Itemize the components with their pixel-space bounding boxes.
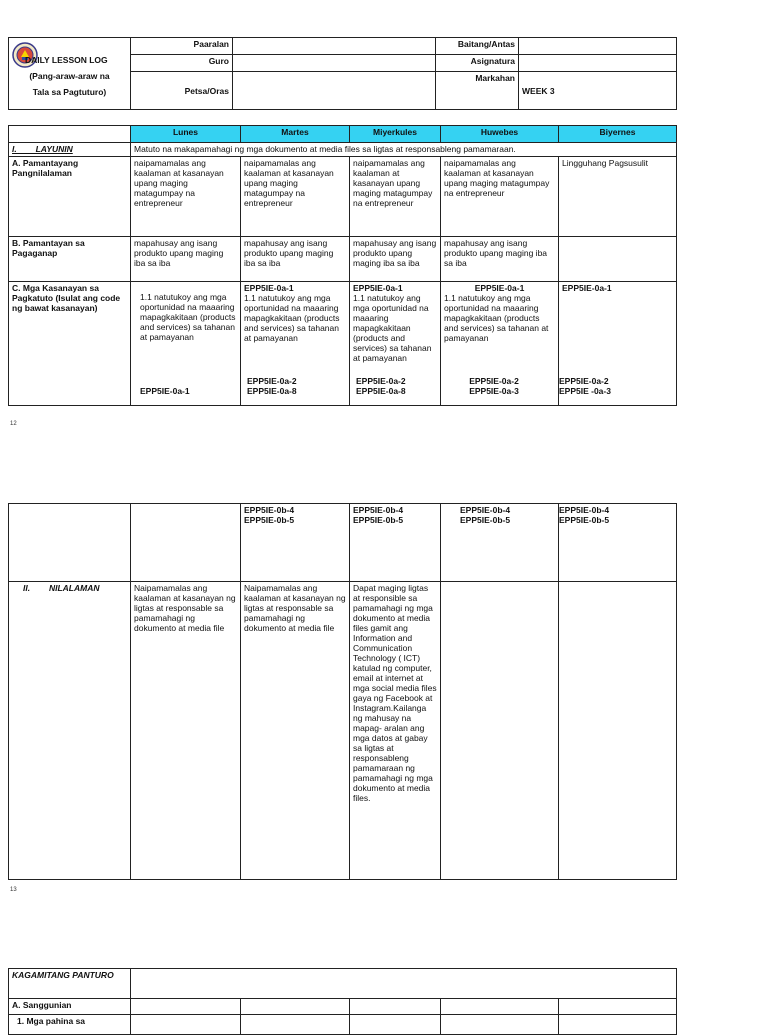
c-top-code-martes: EPP5IE-0a-1 — [244, 283, 294, 293]
b-cell-huwebes: mapahusay ang isang produkto upang maging iba sa iba — [441, 237, 559, 282]
header-title-cell — [9, 38, 131, 110]
day-header-lunes: Lunes — [131, 126, 241, 143]
a-cell-martes: naipamamalas ang kaalaman at kasanayan upang maging matagumpay na entrepreneur — [241, 157, 350, 237]
baitang-label: Baitang/Antas — [436, 38, 519, 55]
code-b4-biyernes: EPP5IE-0b-4 — [559, 505, 610, 515]
codes-label-cell — [9, 504, 131, 582]
mga-pahina-label: 1. Mga pahina sa — [9, 1015, 131, 1035]
day-header-biyernes: Biyernes — [559, 126, 677, 143]
nilalaman-table — [8, 503, 677, 880]
day-header-miyerkules: Miyerkules — [350, 126, 441, 143]
c-code-biyernes-1: EPP5IE-0a-2 — [559, 376, 609, 386]
c-top-code-biyernes: EPP5IE-0a-1 — [562, 283, 612, 293]
c-code-miyerkules-2: EPP5IE-0a-8 — [356, 386, 406, 396]
pahina-biyernes — [559, 1015, 677, 1035]
layunin-label: I. LAYUNIN — [9, 143, 131, 157]
c-top-code-huwebes: EPP5IE-0a-1 — [474, 283, 525, 293]
c-code-huwebes-2: EPP5IE-0a-3 — [469, 386, 519, 396]
week-value: WEEK 3 — [519, 72, 677, 110]
nilalaman-cell-biyernes — [559, 582, 677, 880]
code-b5-martes: EPP5IE-0b-5 — [244, 515, 295, 525]
pamantayang-pangnilalaman-label: A. Pamantayang Pangnilalaman — [9, 157, 131, 237]
header-table — [8, 37, 677, 110]
c-cell-huwebes — [441, 282, 559, 406]
markahan-label: Markahan — [436, 72, 519, 110]
c-code-lunes-1: EPP5IE-0a-1 — [140, 386, 190, 396]
paaralan-value — [233, 38, 436, 55]
nilalaman-label: II. NILALAMAN — [9, 582, 131, 880]
corner-cell — [9, 126, 131, 143]
petsa-value — [233, 72, 436, 110]
codes-cell-martes — [241, 504, 350, 582]
codes-cell-miyerkules — [350, 504, 441, 582]
baitang-value — [519, 38, 677, 55]
nilalaman-cell-huwebes — [441, 582, 559, 880]
header-subtitle-2: Tala sa Pagtuturo) — [32, 87, 107, 97]
kagamitang-panturo-cell — [131, 969, 677, 999]
mga-kasanayan-label: C. Mga Kasanayan sa Pagkatuto (Isulat ang code ng bawat kasanayan) — [9, 282, 131, 406]
c-code-martes-2: EPP5IE-0a-8 — [247, 386, 297, 396]
pahina-martes — [241, 1015, 350, 1035]
pahina-lunes — [131, 1015, 241, 1035]
day-header-huwebes: Huwebes — [441, 126, 559, 143]
codes-cell-huwebes — [441, 504, 559, 582]
nilalaman-cell-miyerkules: Dapat maging ligtas at responsible sa pamamahagi ng mga dokumento at media files gamit ang Information and Communication Technology ( ICT) katulad ng computer, email at internet at mga social media files gaya ng Facebook at Instagram.Kailanga ng mahusay na mapag- aralan ang mga datos at gabay sa ligtas at responsableng pamamaraan ng pamamahagi ng mga dokumento at media files. — [350, 582, 441, 880]
page-number-13: 13 — [10, 887, 17, 893]
c-code-huwebes-1: EPP5IE-0a-2 — [469, 376, 519, 386]
sanggunian-label: A. Sanggunian — [9, 999, 131, 1015]
pahina-miyerkules — [350, 1015, 441, 1035]
c-cell-biyernes — [559, 282, 677, 406]
kagamitan-table — [8, 968, 677, 1035]
c-text-martes: 1.1 natutukoy ang mga oportunidad na maaaring mapagkakitaan (products and services) sa tahanan at pamayanan — [244, 293, 340, 343]
layunin-text: Matuto na makapamahagi ng mga dokumento at media files sa ligtas at responsableng pamamaraan. — [131, 143, 677, 157]
pamantayan-sa-pagaganap-label: B. Pamantayan sa Pagaganap — [9, 237, 131, 282]
sanggunian-miyerkules — [350, 999, 441, 1015]
sanggunian-martes — [241, 999, 350, 1015]
c-cell-lunes — [131, 282, 241, 406]
c-top-code-miyerkules: EPP5IE-0a-1 — [353, 283, 403, 293]
b-cell-miyerkules: mapahusay ang isang produkto upang maging iba sa iba — [350, 237, 441, 282]
sanggunian-lunes — [131, 999, 241, 1015]
c-cell-martes — [241, 282, 350, 406]
b-cell-martes: mapahusay ang isang produkto upang maging iba sa iba — [241, 237, 350, 282]
pahina-huwebes — [441, 1015, 559, 1035]
header-subtitle-1: (Pang-araw-araw na — [29, 71, 110, 81]
guro-label: Guro — [131, 55, 233, 72]
asignatura-label: Asignatura — [436, 55, 519, 72]
kagamitang-panturo-label: KAGAMITANG PANTURO — [9, 969, 131, 999]
code-b5-huwebes: EPP5IE-0b-5 — [460, 515, 511, 525]
a-cell-lunes: naipamamalas ang kaalaman at kasanayan upang maging matagumpay na entrepreneur — [131, 157, 241, 237]
c-text-huwebes: 1.1 natutukoy ang mga oportunidad na maaaring mapagkakitaan (products and services) sa tahanan at pamayanan — [444, 293, 549, 343]
c-code-biyernes-2: EPP5IE -0a-3 — [559, 386, 611, 396]
code-b5-biyernes: EPP5IE-0b-5 — [559, 515, 610, 525]
c-text-lunes: 1.1 natutukoy ang mga oportunidad na maaaring mapagkakitaan (products and services) sa tahanan at pamayanan — [140, 292, 236, 342]
code-b5-miyerkules: EPP5IE-0b-5 — [353, 515, 404, 525]
layunin-table — [8, 125, 677, 406]
nilalaman-cell-martes: Naipamamalas ang kaalaman at kasanayan ng ligtas at responsable sa pamamahagi ng dokumento at media file — [241, 582, 350, 880]
a-cell-miyerkules: naipamamalas ang kaalaman at kasanayan upang maging matagumpay na entrepreneur — [350, 157, 441, 237]
c-code-miyerkules-1: EPP5IE-0a-2 — [356, 376, 406, 386]
b-cell-biyernes — [559, 237, 677, 282]
guro-value — [233, 55, 436, 72]
page-number-12: 12 — [10, 421, 17, 427]
header-title: DAILY LESSON LOG — [25, 55, 108, 65]
asignatura-value — [519, 55, 677, 72]
sanggunian-huwebes — [441, 999, 559, 1015]
code-b4-miyerkules: EPP5IE-0b-4 — [353, 505, 404, 515]
c-code-martes-1: EPP5IE-0a-2 — [247, 376, 297, 386]
day-header-martes: Martes — [241, 126, 350, 143]
b-cell-lunes: mapahusay ang isang produkto upang maging iba sa iba — [131, 237, 241, 282]
codes-cell-lunes — [131, 504, 241, 582]
nilalaman-cell-lunes: Naipamamalas ang kaalaman at kasanayan ng ligtas at responsable sa pamamahagi ng dokumento at media file — [131, 582, 241, 880]
paaralan-label: Paaralan — [131, 38, 233, 55]
code-b4-martes: EPP5IE-0b-4 — [244, 505, 295, 515]
code-b4-huwebes: EPP5IE-0b-4 — [460, 505, 511, 515]
codes-cell-biyernes — [559, 504, 677, 582]
a-cell-huwebes: naipamamalas ang kaalaman at kasanayan upang maging matagumpay na entrepreneur — [441, 157, 559, 237]
c-cell-miyerkules — [350, 282, 441, 406]
a-cell-biyernes: Lingguhang Pagsusulit — [559, 157, 677, 237]
petsa-label: Petsa/Oras — [131, 72, 233, 110]
c-text-miyerkules: 1.1 natutukoy ang mga oportunidad na maaaring mapagkakitaan (products and services) sa tahanan at pamayanan — [353, 293, 432, 363]
sanggunian-biyernes — [559, 999, 677, 1015]
